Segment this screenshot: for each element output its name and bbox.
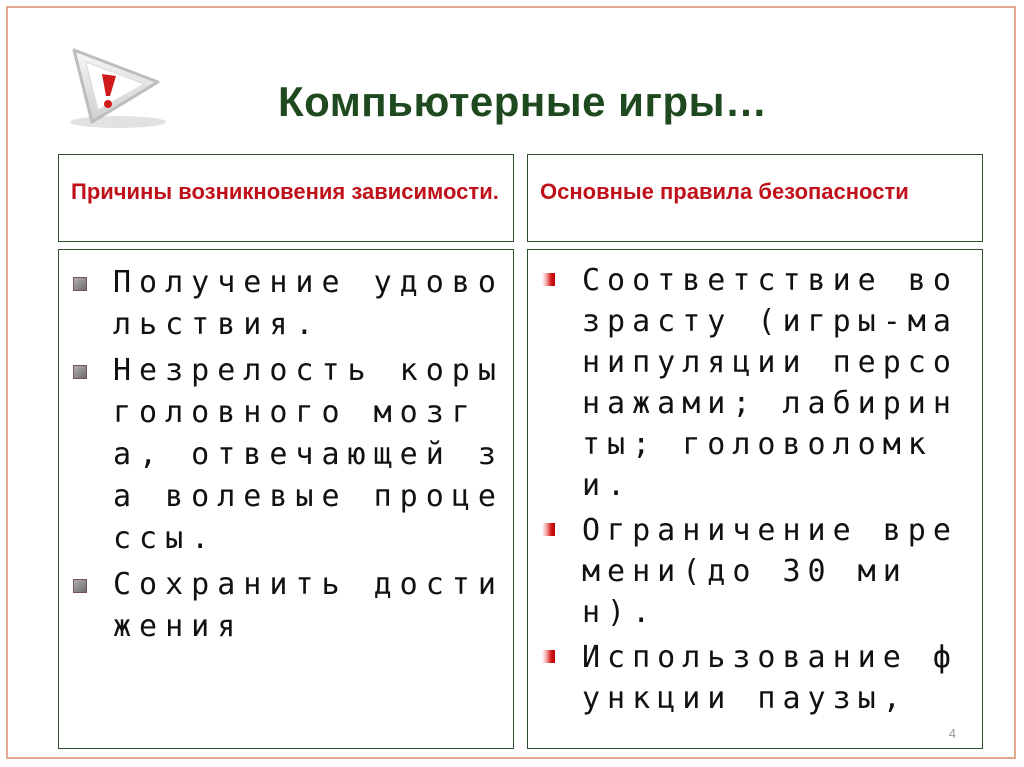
left-heading-box: [58, 154, 514, 242]
square-bullet-icon: [73, 365, 87, 379]
list-item: [73, 350, 507, 560]
list-item-text: Незрелость коры головного мозга, отвечающей за волевые процессы.: [113, 353, 504, 556]
list-item-text: Ограничение времени(до 30 мин).: [582, 513, 958, 630]
list-item-text: Соответствие возрасту (игры-манипуляции персонажами; лабиринты; головоломки.: [582, 263, 958, 503]
right-list: [542, 260, 976, 723]
right-heading-box: [527, 154, 983, 242]
square-bullet-icon: [73, 277, 87, 291]
list-item: [542, 260, 976, 506]
warning-exclamation-icon: [56, 36, 174, 132]
gradient-bullet-icon: [542, 523, 555, 536]
gradient-bullet-icon: [542, 650, 555, 663]
list-item-text: Использование функции паузы,: [582, 640, 958, 716]
left-content-box: [58, 249, 514, 749]
left-heading: Причины возникновения зависимости.: [71, 179, 499, 204]
right-content-box: [527, 249, 983, 749]
square-bullet-icon: [73, 579, 87, 593]
page-number: 4: [948, 726, 956, 741]
page-title: Компьютерные игры…: [278, 78, 768, 125]
list-item-text: Сохранить достижения: [113, 567, 504, 644]
gradient-bullet-icon: [542, 273, 555, 286]
slide: [6, 6, 1016, 759]
list-item: [542, 510, 976, 633]
list-item: [542, 637, 976, 719]
list-item: [73, 564, 507, 648]
list-item-text: Получение удовольствия.: [113, 265, 504, 342]
list-item: [73, 262, 507, 346]
left-list: [73, 262, 507, 652]
right-heading: Основные правила безопасности: [540, 179, 909, 204]
